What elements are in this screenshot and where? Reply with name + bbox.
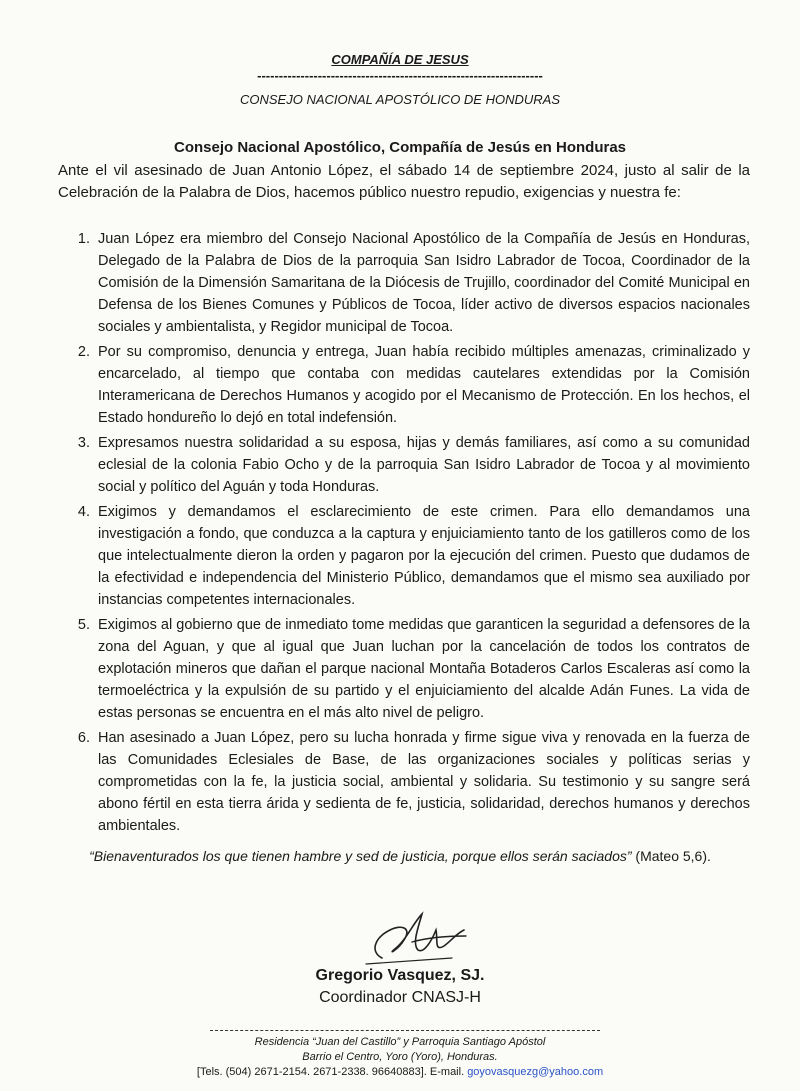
footer-address-line-1: Residencia “Juan del Castillo” y Parroquia Santiago Apóstol bbox=[254, 1036, 546, 1048]
handwritten-signature bbox=[352, 900, 472, 970]
quote-text: “Bienaventurados los que tienen hambre y sed de justicia, porque ellos serán saciados” bbox=[89, 848, 632, 864]
header-separator: ------------------------------------------------------------------ bbox=[257, 68, 543, 83]
footer-email-link[interactable]: goyovasquezg@yahoo.com bbox=[467, 1066, 604, 1078]
footer-contact bbox=[0, 1066, 800, 1078]
footer-divider bbox=[210, 1030, 600, 1031]
header-council: CONSEJO NACIONAL APOSTÓLICO DE HONDURAS bbox=[239, 92, 560, 107]
signer-role: Coordinador CNASJ-H bbox=[319, 989, 481, 1006]
point-3: 3. Expresamos nuestra solidaridad a su esposa, hijas y demás familiares, así como a su comunidad eclesial de la colonia Fabio Ocho y de la parroquia San Isidro Labrador de Tocoa y al movimiento social y político del Aguán y toda Honduras. bbox=[94, 432, 750, 498]
header-organization: COMPAÑÍA DE JESUS bbox=[331, 52, 469, 67]
point-1: 1. Juan López era miembro del Consejo Nacional Apostólico de la Compañía de Jesús en Honduras, Delegado de la Palabra de Dios de la parroquia San Isidro Labrador de Tocoa, Coordinador de la Comisión de la Dimensión Samaritana de la Diócesis de Trujillo, coordinador del Comité Municipal en Defensa de los Bienes Comunes y Públicos de Tocoa, líder activo de diversos espacios nacionales sociales y ambientalista, y Regidor municipal de Tocoa. bbox=[94, 228, 750, 338]
points-list bbox=[58, 228, 750, 840]
signer-name: Gregorio Vasquez, SJ. bbox=[315, 967, 485, 984]
footer-address-line-2: Barrio el Centro, Yoro (Yoro), Honduras. bbox=[302, 1051, 498, 1063]
point-6: 6. Han asesinado a Juan López, pero su lucha honrada y firme sigue viva y renovada en la fuerza de las Comunidades Eclesiales de Base, de las organizaciones sociales y políticas serias y comprometidas con la fe, la justicia social, ambiental y solidaria. Su testimonio y su sangre será abono fértil en esta tierra árida y sedienta de fe, justicia, solidaridad, derechos humanos y derechos ambientales. bbox=[94, 727, 750, 837]
document-title: Consejo Nacional Apostólico, Compañía de Jesús en Honduras bbox=[173, 139, 627, 156]
point-2: 2. Por su compromiso, denuncia y entrega, Juan había recibido múltiples amenazas, criminalizado y encarcelado, al tiempo que contaba con medidas cautelares extendidas por la Comisión Interamericana de Derechos Humanos y acogido por el Mecanismo de Protección. En los hechos, el Estado hondureño lo dejó en total indefensión. bbox=[94, 341, 750, 429]
intro-paragraph: Ante el vil asesinado de Juan Antonio López, el sábado 14 de septiembre 2024, justo al salir de la Celebración de la Palabra de Dios, hacemos público nuestro repudio, exigencias y nuestra fe: bbox=[58, 162, 750, 201]
point-4: 4. Exigimos y demandamos el esclarecimiento de este crimen. Para ello demandamos una investigación a fondo, que conduzca a la captura y enjuiciamiento tanto de los gatilleros como de los que intelectualmente dieron la orden y pagaron por la ejecución del crimen. Puesto que dudamos de la efectividad e independencia del Ministerio Público, demandamos que el mismo sea auxiliado por instancias competentes internacionales. bbox=[94, 501, 750, 611]
bible-quote bbox=[0, 848, 800, 864]
point-5: 5. Exigimos al gobierno que de inmediato tome medidas que garanticen la seguridad a defensores de la zona del Aguan, y que al igual que Juan luchan por la cancelación de todos los contratos de explotación mineros que dañan el parque nacional Montaña Botaderos Carlos Escaleras así como la termoeléctrica y la expulsión de su partido y el enjuiciamiento del alcalde Adán Funes. La vida de estas personas se encuentra en el más alto nivel de peligro. bbox=[94, 614, 750, 724]
footer-phones: [Tels. (504) 2671-2154. 2671-2338. 96640883]. E-mail. bbox=[196, 1066, 465, 1078]
quote-reference: (Mateo 5,6). bbox=[635, 848, 711, 864]
